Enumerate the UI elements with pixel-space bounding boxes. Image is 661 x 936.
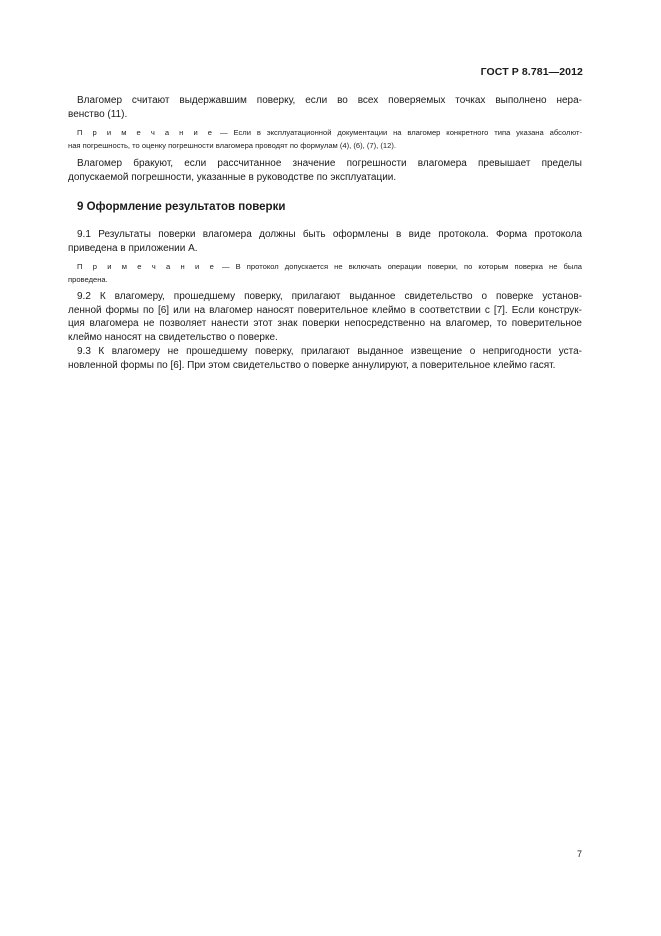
text-line: приведена в приложении А. [68, 242, 198, 254]
text-line: клеймо наносят на свидетельство о поверке. [68, 331, 278, 343]
page-number: 7 [576, 849, 582, 859]
text-line: 9.1 Результаты поверки влагомера должны быть оформлены в виде протокола. Форма протокола [77, 229, 582, 240]
paragraph-9-1 [68, 228, 582, 255]
text-line: ленной формы по [6] или на влагомер наносят поверительное клеймо в соответствии с [7]. Если конструк- [68, 304, 582, 316]
paragraph-inequality [68, 94, 582, 121]
text-line: ция влагомера не позволяет нанести этот знак поверки непосредственно на влагомер, то поверительное [68, 318, 582, 329]
note-text: — Если в эксплуатационной документации на влагомер конкретного типа указана абсолют- [214, 128, 583, 137]
note-label: П р и м е ч а н и е [77, 128, 215, 137]
text-line: новленной формы по [6]. При этом свидетельство о поверке аннулируют, а поверительное клеймо гасят. [68, 359, 556, 371]
text-line: венство (11). [68, 108, 128, 120]
section-heading: 9 Оформление результатов поверки [77, 201, 286, 213]
text-line: 9.2 К влагомеру, прошедшему поверку, прилагают выданное свидетельство о поверке установ- [77, 291, 582, 302]
text-line: Влагомер бракуют, если рассчитанное значение погрешности влагомера превышает пределы [77, 158, 582, 169]
note-absolute-error [68, 126, 583, 152]
text-line: допускаемой погрешности, указанные в руководстве по эксплуатации. [68, 171, 397, 183]
note-line [77, 260, 582, 273]
note-text: — В протокол допускается не включать операции поверки, по которым поверка не была [215, 262, 582, 271]
text-line: 9.3 К влагомеру не прошедшему поверку, прилагают выданное извещение о непригодности уста- [77, 346, 582, 357]
paragraph-9-2 [68, 290, 582, 344]
note-line: ная погрешность, то оценку погрешности влагомера проводят по формулам (4), (6), (7), (12). [68, 141, 396, 150]
document-header-code: ГОСТ Р 8.781—2012 [480, 66, 583, 78]
note-protocol [68, 260, 582, 286]
note-label: П р и м е ч а н и е [77, 262, 216, 271]
note-line: проведена. [68, 275, 108, 284]
document-body [68, 94, 583, 372]
paragraph-reject [68, 157, 582, 184]
paragraph-9-3 [68, 345, 582, 372]
note-line [77, 126, 582, 139]
text-line: Влагомер считают выдержавшим поверку, если во всех поверяемых точках выполнено нера- [77, 95, 582, 106]
